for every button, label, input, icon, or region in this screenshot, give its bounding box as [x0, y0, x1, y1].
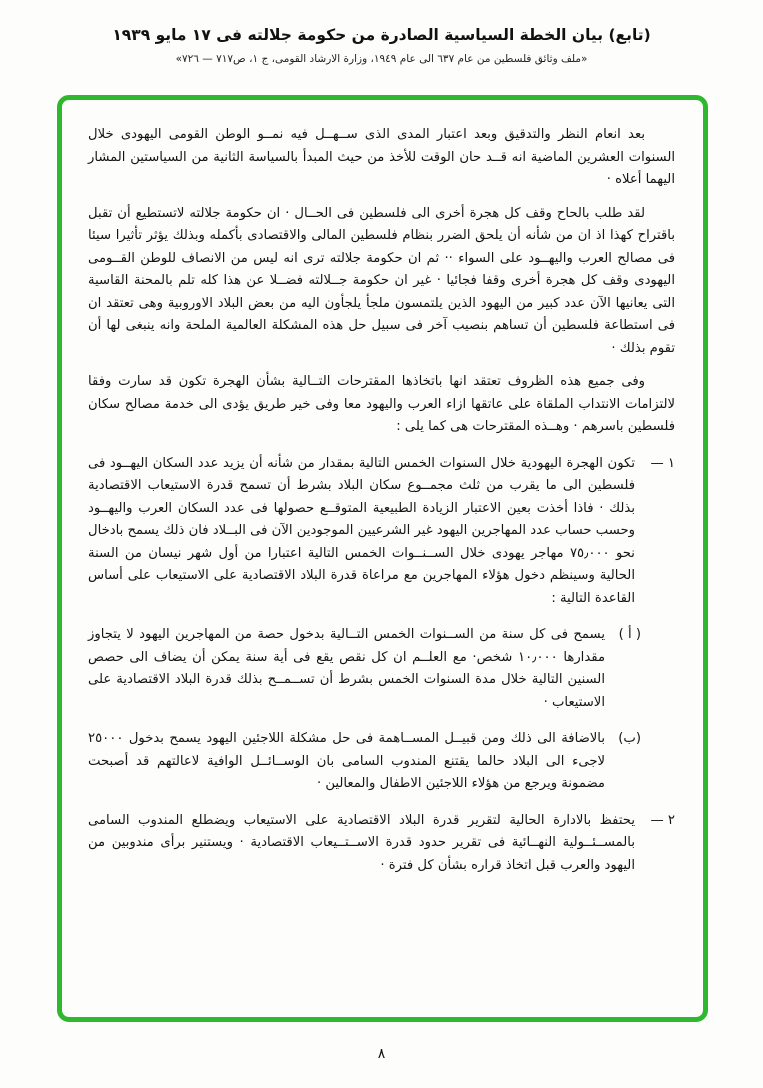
sub-item-b-marker: (ب)	[618, 731, 641, 746]
paragraph-1: بعد انعام النظر والتدقيق وبعد اعتبار المدى الذى ســهــل فيه نمــو الوطن القومى اليهودى خلال السنوات العشرين الماضية انه قــد حان الوقت للأخذ من حيث المبدأ بالسياسة الثانية من السياستين المشار اليهما أعلاه ·	[88, 127, 675, 187]
sub-item-a-text: يسمح فى كل سنة من الســنوات الخمس التــالية بدخول حصة من المهاجرين اليهود لا يتجاوز مقدارها ١٠٫٠٠٠ شخص· مع العلــم ان كل نقص يقع فى أية سنة يمكن أن يضاف الى حصص السنين التالية خلال مدة السنوات الخمس بشرط أن تســمــح بذلك قدرة البلاد الاقتصادية على الاستيعاب ·	[88, 627, 606, 710]
list-item-2	[88, 810, 675, 878]
source-citation: «ملف وثائق فلسطين من عام ٦٣٧ الى عام ١٩٤٩، وزارة الارشاد القومى، ج ١، ص٧١٧ — ٧٢٦»	[175, 53, 588, 65]
page-number: ٨	[377, 1046, 386, 1062]
sub-item-a-marker: ( أ )	[618, 627, 641, 642]
list-item-1-text: تكون الهجرة اليهودية خلال السنوات الخمس التالية بمقدار من شأنه أن يزيد عدد السكان اليهــود فى فلسطين الى ما يقرب من ثلث مجمــوع سكان البلاد بشرط أن تسمح قدرة الاستيعاب الاقتصادية بذلك · فاذا أخذت بعين الاعتبار الزيادة الطبيعية المتوقــع حصولها فى عدد السكان العرب واليهــود وحسب حساب عدد المهاجرين اليهود غير الشرعيين الموجودين الآن فى البــلاد فان ذلك يسمح بادخال نحو ٧٥٫٠٠٠ مهاجر يهودى خلال الســنــوات الخمس التالية اعتبارا من أول شهر نيسان من السنة الحالية وسينظم دخول هؤلاء المهاجرين مع مراعاة قدرة البلاد الاقتصادية على الاستيعاب على أساس القاعدة التالية :	[88, 455, 635, 606]
annotation-highlight-box	[57, 95, 708, 1022]
sub-item-b-text: بالاضافة الى ذلك ومن قبيــل المســاهمة فى حل مشكلة اللاجئين اليهود يسمح بدخول ٢٥٠٠٠ لاجىء الى البلاد حالما يقتنع المندوب السامى بان الوســائــل الوافية لاعالتهم قد أصبحت مضمونة ويرجع من هؤلاء اللاجئين الاطفال والمعالين ·	[88, 731, 605, 791]
list-item-1	[88, 453, 675, 611]
list-item-2-text: يحتفظ بالادارة الحالية لتقرير قدرة البلاد الاقتصادية على الاستيعاب ويضطلع المندوب السامى بالمســئــولية النهــائية فى تقرير حدود قدرة الاســتــيعاب الاقتصادية · ويستنير برأى مندوبين من اليهود والعرب قبل اتخاذ قراره بشأن كل فترة ·	[88, 812, 635, 873]
document-header	[0, 0, 763, 65]
paragraph-3: وفى جميع هذه الظروف تعتقد انها باتخاذها المقترحات التــالية بشأن الهجرة تكون قد سارت وفقا لالتزامات الانتداب الملقاة على عاتقها ازاء العرب واليهود معا وفى خير طريق يؤدى الى خدمة مصالح سكان فلسطين باسرهم · وهــذه المقترحات هى كما يلى :	[88, 374, 675, 434]
paragraph-2: لقد طلب بالحاح وقف كل هجرة أخرى الى فلسطين فى الحــال · ان حكومة جلالته لاتستطيع أن تقبل باقتراح كهذا اذ ان من شأنه أن يلحق الضرر بنظام فلسطين المالى والاقتصادى بأكمله وبذلك يؤثر تأثيرا سيئا فى مصالح العرب واليهــود على السواء ·· ثم ان حكومة جلالته ترى انه ليس من الانصاف للوطن القــومى اليهودى وقف كل هجرة أخرى وقفا فجائيا · غير ان حكومة جــلالته فضــلا عن هذا كله تلم بالمحنة القاسية التى يعانيها الآن عدد كبير من اليهود الذين يلتمسون ملجأ يلجأون اليه من بعض البلاد الاوروبية وهى تعتقد ان فى استطاعة فلسطين أن تساهم بنصيب آخر فى سبيل حل هذه المشكلة العالمية الملحة وانه ينبغى لها أن تقوم بذلك ·	[88, 205, 675, 356]
list-item-2-number: ٢ —	[650, 812, 675, 828]
sub-item-b	[88, 728, 641, 796]
document-title: (تابع) بيان الخطة السياسية الصادرة من حكومة جلالته فى ١٧ مايو ١٩٣٩	[112, 26, 651, 44]
list-item-1-number: ١ —	[650, 455, 675, 471]
sub-item-a	[88, 624, 641, 714]
